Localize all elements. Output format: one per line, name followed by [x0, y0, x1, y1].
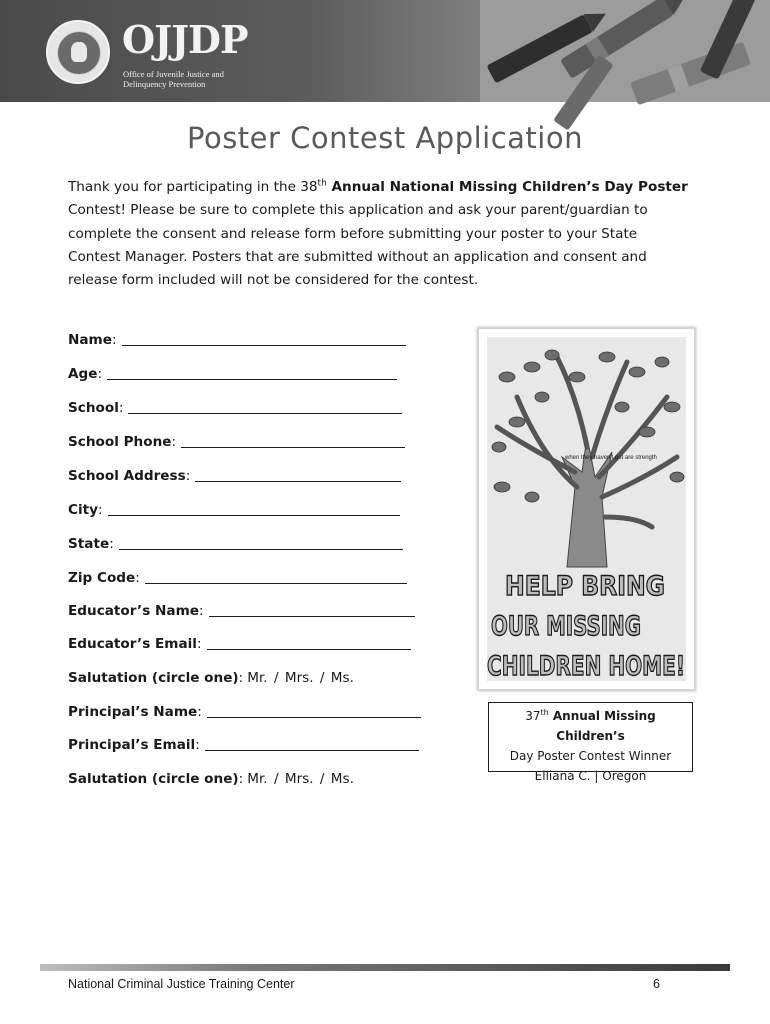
age-label: Age: [68, 366, 98, 382]
caption-contest: Annual Missing Children’s: [548, 709, 656, 743]
intro-paragraph: [68, 176, 688, 292]
poster-headline-1: HELP BRING: [505, 571, 665, 602]
school-address-field[interactable]: School Address:: [68, 465, 401, 487]
school-label: School: [68, 400, 119, 416]
principal-name-field[interactable]: Principal’s Name:: [68, 701, 421, 723]
state-blank[interactable]: [119, 548, 403, 550]
ojjdp-logo-subtitle: Office of Juvenile Justice and Delinquency Prevention: [123, 69, 224, 89]
principal-salutation-field[interactable]: Salutation (circle one): Mr. / Mrs. / Ms.: [68, 771, 354, 787]
age-blank[interactable]: [107, 378, 397, 380]
salutation-label: Salutation (circle one): [68, 670, 239, 686]
school-address-blank[interactable]: [195, 480, 401, 482]
educator-email-blank[interactable]: [207, 648, 411, 650]
principal-name-label: Principal’s Name: [68, 704, 198, 720]
footer-bar: [40, 964, 730, 971]
caption-winner: Elliana C. | Oregon: [534, 769, 647, 783]
caption-line-2: Day Poster Contest Winner: [509, 749, 672, 763]
zip-code-blank[interactable]: [145, 582, 407, 584]
intro-ordinal: th: [317, 178, 327, 189]
principal-email-blank[interactable]: [205, 749, 419, 751]
zip-code-field[interactable]: Zip Code:: [68, 567, 407, 589]
ojjdp-logo: OJJDP: [122, 17, 248, 62]
state-label: State: [68, 536, 110, 552]
educator-name-field[interactable]: Educator’s Name:: [68, 600, 415, 622]
name-label: Name: [68, 332, 112, 348]
intro-contest-name: Annual National Missing Children’s Day Poster: [326, 179, 688, 195]
school-phone-label: School Phone: [68, 434, 172, 450]
intro-text-2: Contest! Please be sure to complete this application and ask your parent/guardian to complete the consent and release form before submitting your poster to your State Contest Manager. Posters that are submitted without an application and consent and release form included will not be considered for the contest.: [68, 202, 648, 289]
school-field[interactable]: School:: [68, 397, 402, 419]
poster-headline-2: OUR MISSING: [491, 611, 641, 642]
caption-ordinal: th: [540, 708, 549, 717]
principal-email-label: Principal’s Email: [68, 737, 196, 753]
state-field[interactable]: State:: [68, 533, 403, 555]
winning-poster-image: [478, 328, 695, 690]
educator-email-label: Educator’s Email: [68, 636, 197, 652]
city-label: City: [68, 502, 98, 518]
poster-caption: [488, 702, 693, 783]
poster-headline-3: CHILDREN HOME!: [487, 651, 685, 682]
name-blank[interactable]: [122, 344, 406, 346]
doj-seal-icon: [46, 20, 110, 84]
educator-name-label: Educator’s Name: [68, 603, 199, 619]
educator-salutation-field[interactable]: Salutation (circle one): Mr. / Mrs. / Ms.: [68, 670, 354, 686]
educator-email-field[interactable]: Educator’s Email:: [68, 633, 411, 655]
age-field[interactable]: Age:: [68, 363, 397, 385]
footer-org: National Criminal Justice Training Center: [68, 977, 295, 991]
zip-code-label: Zip Code: [68, 570, 136, 586]
school-blank[interactable]: [128, 412, 402, 414]
school-address-label: School Address: [68, 468, 186, 484]
salutation-label: Salutation (circle one): [68, 771, 239, 787]
educator-salutation-options[interactable]: Mr. / Mrs. / Ms.: [247, 670, 354, 686]
header-banner: [0, 0, 770, 102]
city-blank[interactable]: [108, 514, 400, 516]
caption-number: 37: [525, 709, 541, 723]
principal-salutation-options[interactable]: Mr. / Mrs. / Ms.: [247, 771, 354, 787]
intro-text-1: Thank you for participating in the 38: [68, 179, 318, 195]
principal-email-field[interactable]: Principal’s Email:: [68, 734, 419, 756]
crayons-photo: [480, 0, 770, 102]
school-phone-blank[interactable]: [181, 446, 405, 448]
name-field[interactable]: Name:: [68, 329, 406, 351]
principal-name-blank[interactable]: [207, 716, 421, 718]
page-title: Poster Contest Application: [187, 121, 583, 155]
poster-quote: when they haven't got are strength: [565, 455, 657, 461]
poster-artwork: [487, 337, 686, 681]
page-number: 6: [653, 977, 660, 991]
city-field[interactable]: City:: [68, 499, 400, 521]
school-phone-field[interactable]: School Phone:: [68, 431, 405, 453]
educator-name-blank[interactable]: [209, 615, 415, 617]
